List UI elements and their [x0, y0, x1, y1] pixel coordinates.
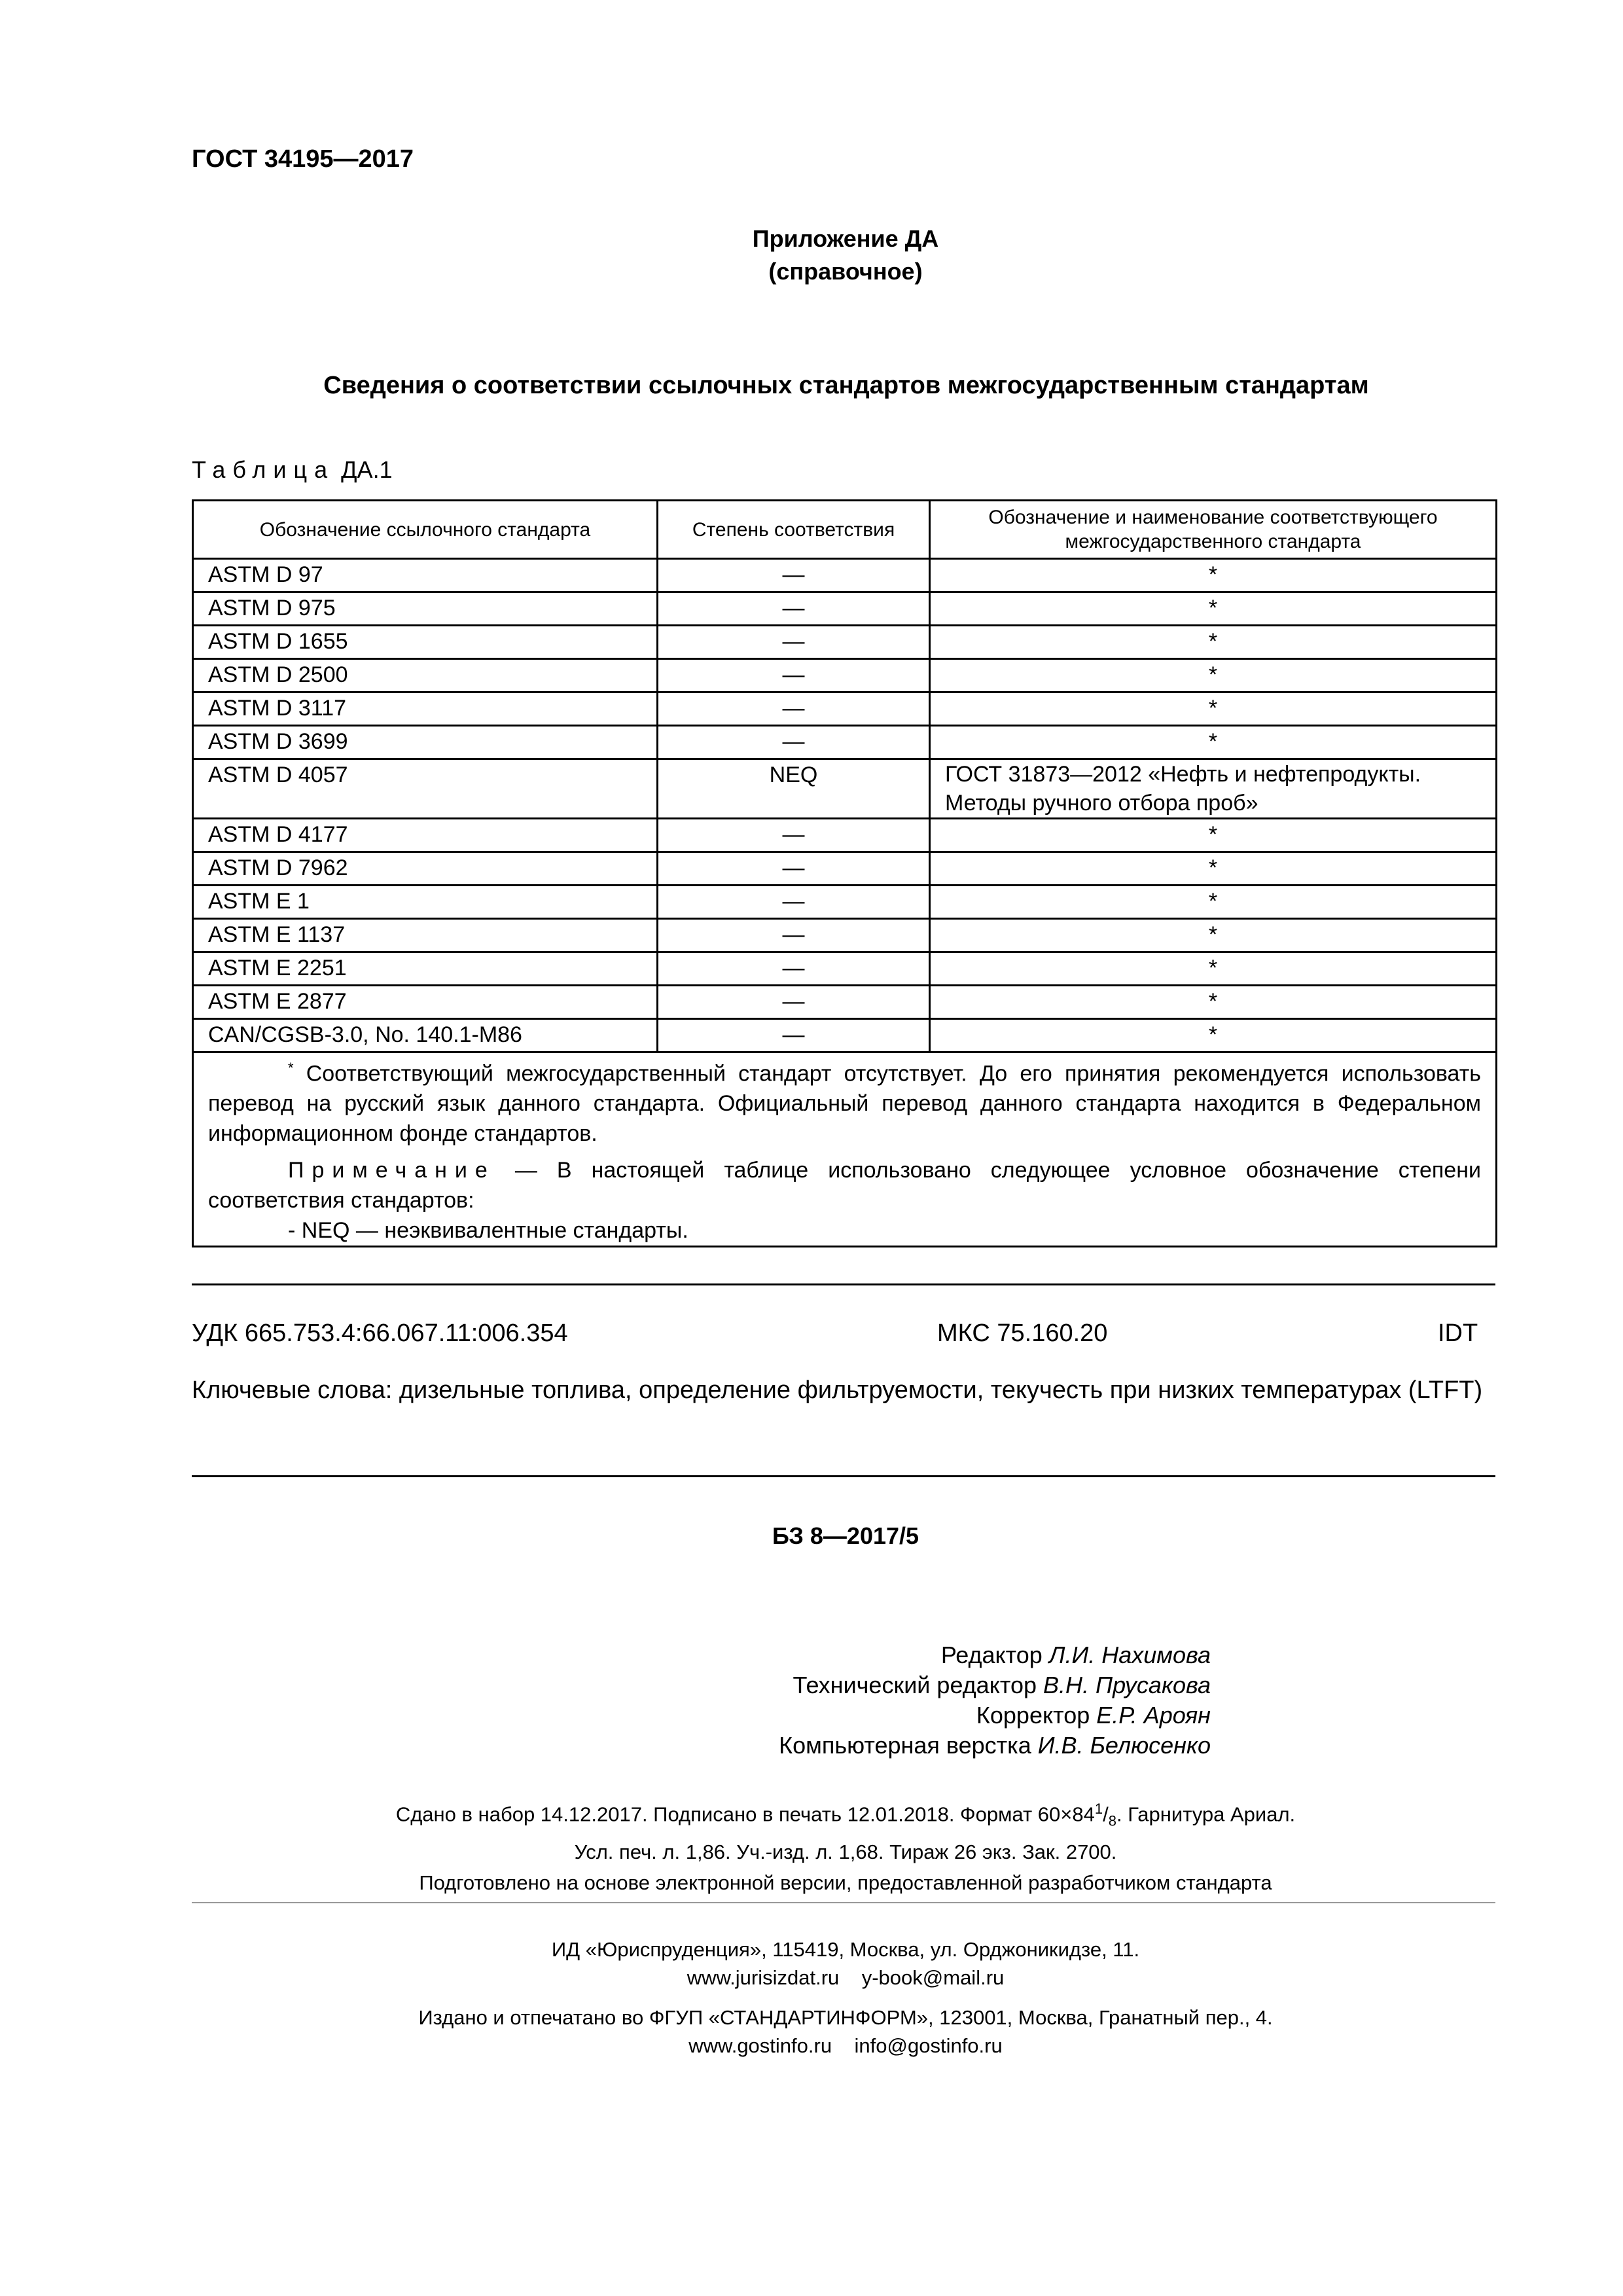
appendix-title: Приложение ДА — [752, 225, 939, 252]
table-row — [193, 726, 1497, 759]
standard-cell: * — [930, 1019, 1497, 1052]
degree-cell: — — [658, 952, 930, 986]
note-text: — В настоящей таблице использовано следующее условное обозначение степени соответствия стандартов: — [208, 1158, 1481, 1213]
table-label-prefix: Таблица — [192, 456, 335, 483]
header-interstate-standard: Обозначение и наименование соответствующего межгосударственного стандарта — [930, 501, 1497, 559]
table-label — [192, 456, 393, 484]
reference-cell: ASTM E 1 — [193, 886, 658, 919]
reference-cell: ASTM E 2251 — [193, 952, 658, 986]
reference-cell: ASTM E 2877 — [193, 986, 658, 1019]
table-row — [193, 626, 1497, 659]
standard-cell: * — [930, 952, 1497, 986]
standard-cell: * — [930, 819, 1497, 852]
document-code: ГОСТ 34195—2017 — [192, 145, 414, 173]
standard-cell: * — [930, 986, 1497, 1019]
standard-cell: * — [930, 852, 1497, 886]
reference-cell: ASTM D 4177 — [193, 819, 658, 852]
degree-cell: — — [658, 852, 930, 886]
table-row — [193, 952, 1497, 986]
reference-cell: ASTM D 3117 — [193, 692, 658, 726]
credit-layout: Компьютерная верстка И.В. Белюсенко — [779, 1732, 1211, 1759]
degree-cell: — — [658, 559, 930, 592]
table-row — [193, 819, 1497, 852]
divider-bottom — [192, 1475, 1495, 1477]
standard-cell: * — [930, 559, 1497, 592]
table-label-number: ДА.1 — [341, 456, 393, 483]
credit-tech-editor: Технический редактор В.Н. Прусакова — [793, 1672, 1211, 1698]
table-row — [193, 919, 1497, 952]
reference-cell: ASTM D 97 — [193, 559, 658, 592]
table-row — [193, 759, 1497, 819]
reference-cell: ASTM D 4057 — [193, 759, 658, 819]
degree-cell: — — [658, 986, 930, 1019]
udk-code: УДК 665.753.4:66.067.11:006.354 — [192, 1319, 568, 1347]
table-footnote-cell — [193, 1052, 1497, 1247]
note-paragraph — [208, 1155, 1481, 1215]
degree-cell: — — [658, 659, 930, 692]
note-word: Примечание — [288, 1158, 495, 1183]
standard-cell: * — [930, 626, 1497, 659]
standard-cell: * — [930, 692, 1497, 726]
table-row — [193, 659, 1497, 692]
standard-cell: * — [930, 726, 1497, 759]
credit-editor: Редактор Л.И. Нахимова — [940, 1641, 1211, 1668]
section-title: Сведения о соответствии ссылочных стандартов межгосударственным стандартам — [323, 372, 1369, 399]
degree-cell: — — [658, 919, 930, 952]
reference-cell: ASTM D 975 — [193, 592, 658, 626]
standard-cell: * — [930, 592, 1497, 626]
degree-cell: — — [658, 626, 930, 659]
publisher-line-4[interactable]: www.gostinfo.ru info@gostinfo.ru — [688, 2034, 1003, 2057]
keywords: Ключевые слова: дизельные топлива, определение фильтруемости, текучесть при низких температурах (LTFT) — [192, 1376, 1483, 1404]
correspondence-table — [192, 499, 1497, 1247]
table-row — [193, 559, 1497, 592]
publisher-line-3: Издано и отпечатано во ФГУП «СТАНДАРТИНФОРМ», 123001, Москва, Гранатный пер., 4. — [418, 2006, 1273, 2029]
reference-cell: ASTM D 1655 — [193, 626, 658, 659]
footnote-text: Соответствующий межгосударственный стандарт отсутствует. До его принятия рекомендуется использовать перевод на русский язык данного стандарта. Официальный перевод данного стандарта находится в Федеральном информационном фонде стандартов. — [208, 1061, 1481, 1147]
print-info — [0, 1793, 1623, 1898]
footnote-paragraph — [208, 1053, 1481, 1149]
idt-label: IDT — [1438, 1319, 1478, 1347]
degree-cell: — — [658, 592, 930, 626]
standard-cell: * — [930, 659, 1497, 692]
bz-number: БЗ 8—2017/5 — [772, 1522, 919, 1549]
table-row — [193, 592, 1497, 626]
degree-cell: — — [658, 886, 930, 919]
footnote-mark: * — [288, 1060, 294, 1076]
print-info-line-3: Подготовлено на основе электронной версии, предоставленной разработчиком стандарта — [419, 1871, 1272, 1894]
degree-cell: — — [658, 726, 930, 759]
divider-publisher — [192, 1902, 1495, 1903]
degree-cell: — — [658, 1019, 930, 1052]
standard-cell: ГОСТ 31873—2012 «Нефть и нефтепродукты. Методы ручного отбора проб» — [930, 759, 1497, 819]
table-footnote-row — [193, 1052, 1497, 1247]
note-list-item: - NEQ — неэквивалентные стандарты. — [288, 1218, 688, 1244]
reference-cell: ASTM D 3699 — [193, 726, 658, 759]
table-row — [193, 852, 1497, 886]
print-info-line-2: Усл. печ. л. 1,86. Уч.-изд. л. 1,68. Тираж 26 экз. Зак. 2700. — [574, 1840, 1117, 1863]
publisher-line-2[interactable]: www.jurisizdat.ru y-book@mail.ru — [687, 1966, 1005, 1989]
table-row — [193, 886, 1497, 919]
credit-corrector: Корректор Е.Р. Ароян — [976, 1702, 1211, 1729]
header-reference-standard: Обозначение ссылочного стандарта — [193, 501, 658, 559]
reference-cell: ASTM E 1137 — [193, 919, 658, 952]
appendix-subtitle: (справочное) — [768, 258, 923, 285]
table-row — [193, 692, 1497, 726]
degree-cell: NEQ — [658, 759, 930, 819]
mks-code: МКС 75.160.20 — [937, 1319, 1108, 1347]
print-info-line-1: Сдано в набор 14.12.2017. Подписано в печать 12.01.2018. Формат $60\times 84^1/_8$. Гарнитура Ариал. — [395, 1801, 1296, 1829]
publisher-line-1: ИД «Юриспруденция», 115419, Москва, ул. Орджоникидзе, 11. — [551, 1938, 1140, 1961]
table-row — [193, 986, 1497, 1019]
standard-cell: * — [930, 886, 1497, 919]
standard-cell: * — [930, 919, 1497, 952]
credits-block — [589, 1640, 1211, 1761]
degree-cell: — — [658, 692, 930, 726]
reference-cell: ASTM D 7962 — [193, 852, 658, 886]
table-header-row — [193, 501, 1497, 559]
reference-cell: ASTM D 2500 — [193, 659, 658, 692]
divider-top — [192, 1283, 1495, 1285]
header-degree: Степень соответствия — [658, 501, 930, 559]
reference-cell: CAN/CGSB-3.0, No. 140.1-M86 — [193, 1019, 658, 1052]
table-row — [193, 1019, 1497, 1052]
degree-cell: — — [658, 819, 930, 852]
